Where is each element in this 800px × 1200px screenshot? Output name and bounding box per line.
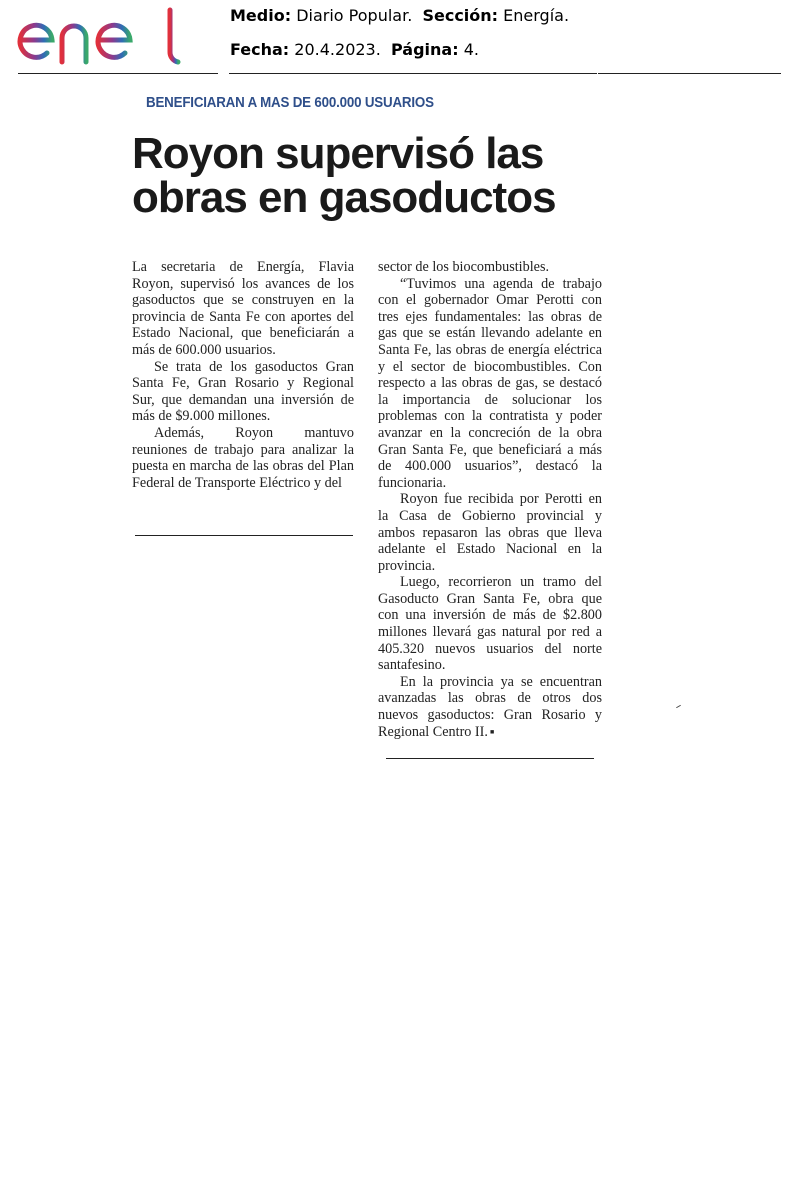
article-headline: Royon supervisó las obras en gasoductos — [132, 129, 556, 222]
pagina-value: 4. — [463, 40, 479, 59]
clipping-metadata — [230, 6, 569, 74]
paragraph: Royon fue recibida por Perotti en la Casa de Gobierno provincial y ambos repasaron las obras que lleva adelante el Estado Nacional en la provincia. — [378, 491, 602, 574]
fecha-value: 20.4.2023. — [294, 40, 381, 59]
seccion-value: Energía. — [503, 6, 570, 25]
final-paragraph-text: En la provincia ya se encuentran avanzadas las obras de otros dos nuevos gasoductos: Gran Rosario y Regional Centro II. — [378, 673, 602, 740]
medio-value: Diario Popular. — [296, 6, 413, 25]
meta-row-fecha — [230, 40, 569, 74]
enel-logo — [16, 2, 182, 70]
paragraph: Además, Royon mantuvo reuniones de trabajo para analizar la puesta en marcha de las obras del Plan Federal de Transporte Eléctrico y del — [132, 424, 354, 491]
paragraph: Se trata de los gasoductos Gran Santa Fe, Gran Rosario y Regional Sur, que demandan una inversión de más de $9.000 millones. — [132, 358, 354, 425]
medio-label: Medio: — [230, 6, 292, 25]
paragraph: “Tuvimos una agenda de trabajo con el gobernador Omar Perotti con tres ejes fundamentales: las obras de gas que se están llevando adelante en Santa Fe, las obras de energía eléctrica y el sector de biocombustibles. Con respecto a las obras de gas, se destacó la importancia de solucionar los problemas con la contratista y poder avanzar en la concreción de la obra Gran Santa Fe, que beneficiará a más de 400.000 usuarios”, destacó la funcionaria. — [378, 275, 602, 491]
seccion-label: Sección: — [422, 6, 499, 25]
article-column-left — [132, 259, 354, 491]
pagina-label: Página: — [390, 40, 459, 59]
paragraph: sector de los biocombustibles. — [378, 259, 550, 275]
meta-row-medio — [230, 6, 569, 40]
paragraph: La secretaria de Energía, Flavia Royon, supervisó los avances de los gasoductos que se construyen en la provincia de Santa Fe con aportes del Estado Nacional, que beneficiarán a más de 600.000 usuarios. — [132, 259, 354, 358]
paragraph-final — [378, 674, 602, 741]
scan-mark — [676, 705, 681, 708]
header-divider-right — [598, 73, 781, 74]
column-end-rule-right — [386, 758, 594, 759]
header-divider-middle — [229, 73, 597, 74]
paragraph: Luego, recorrieron un tramo del Gasoducto Gran Santa Fe, obra que con una inversión de más de $2.800 millones llevará gas natural por red a 405.320 nuevos usuarios del norte santafesino. — [378, 574, 602, 674]
article-column-right — [378, 259, 602, 741]
column-end-rule-left — [135, 535, 353, 536]
article-kicker: BENEFICIARAN A MAS DE 600.000 USUARIOS — [146, 95, 434, 111]
header-divider-left — [18, 73, 218, 74]
end-mark: ■ — [489, 728, 495, 737]
fecha-label: Fecha: — [230, 40, 290, 59]
